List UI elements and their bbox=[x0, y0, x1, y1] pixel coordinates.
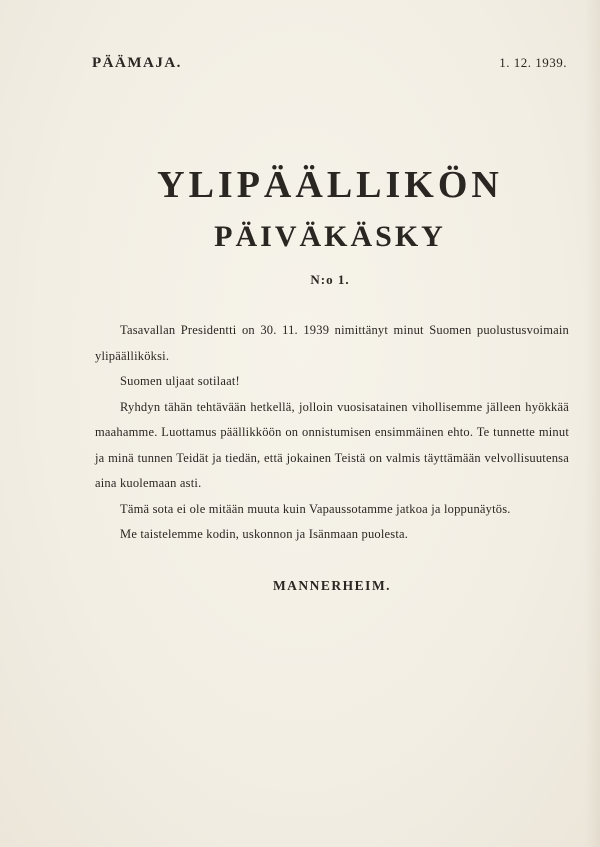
document-title: YLIPÄÄLLIKÖN bbox=[157, 164, 503, 206]
paper-edge-shading bbox=[585, 0, 600, 847]
date-label: 1. 12. 1939. bbox=[499, 55, 567, 70]
paragraph: Tämä sota ei ole mitään muuta kuin Vapaussotamme jatkoa ja loppunäytös. bbox=[120, 501, 511, 516]
paragraph: Me taistelemme kodin, uskonnon ja Isänmaan puolesta. bbox=[120, 527, 409, 541]
signature: MANNERHEIM. bbox=[272, 578, 392, 593]
order-number: N:o 1. bbox=[310, 272, 350, 287]
paragraph: Tasavallan Presidentti on 30. 11. 1939 nimittänyt minut Suomen puolustusvoimain ylipäälliköksi. bbox=[95, 323, 569, 363]
paragraph: Ryhdyn tähän tehtävään hetkellä, jolloin vuosisatainen vihollisemme jälleen hyökkää maahamme. Luottamus päällikköön on onnistumisen ensimmäinen ehto. Te tunnette minut ja minä tunnen Teidät ja tiedän, että jokainen Teistä on valmis täyttämään velvollisuutensa aina kuolemaan asti. bbox=[95, 399, 569, 490]
order-body bbox=[95, 318, 569, 548]
headquarters-label: PÄÄMAJA. bbox=[92, 55, 182, 71]
document-subtitle: PÄIVÄKÄSKY bbox=[214, 220, 446, 253]
paragraph: Suomen uljaat sotilaat! bbox=[120, 374, 240, 388]
